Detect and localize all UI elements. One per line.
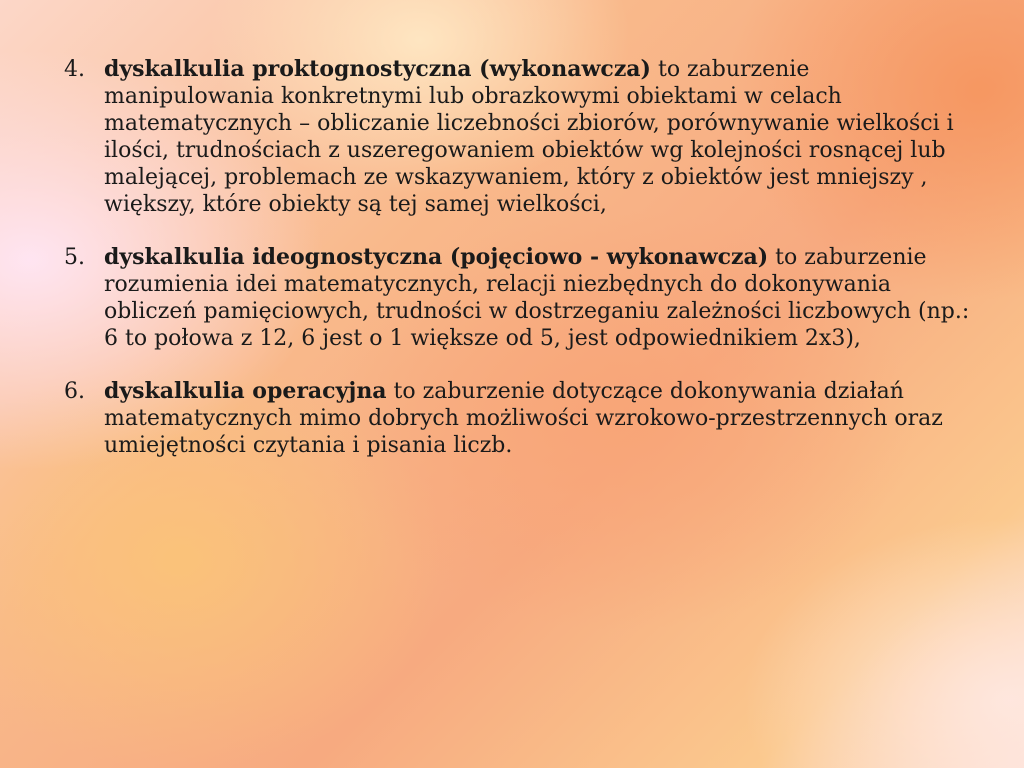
item-term: dyskalkulia operacyjna: [104, 378, 387, 404]
list-item: [58, 56, 978, 218]
item-description: to zaburzenie rozumienia idei matematycznych, relacji niezbędnych do dokonywania obliczeń pamięciowych, trudności w dostrzeganiu zależności liczbowych (np.: 6 to połowa z 12, 6 jest o 1 większe od 5, jest odpowiednikiem 2x3),: [104, 245, 970, 351]
item-term: dyskalkulia proktognostyczna (wykonawcza): [104, 56, 651, 82]
item-number: 4.: [64, 57, 85, 82]
item-description: to zaburzenie manipulowania konkretnymi lub obrazkowymi obiektami w celach matematycznych – obliczanie liczebności zbiorów, porównywanie wielkości i ilości, trudnościach z uszeregowaniem obiektów wg kolejności rosnącej lub malejącej, problemach ze wskazywaniem, który z obiektów jest mniejszy , większy, które obiekty są tej samej wielkości,: [104, 57, 954, 217]
item-number: 6.: [64, 379, 85, 404]
item-term: dyskalkulia ideognostyczna (pojęciowo - wykonawcza): [104, 244, 769, 270]
item-number: 5.: [64, 245, 85, 270]
list-item: [58, 378, 978, 459]
item-description: to zaburzenie dotyczące dokonywania działań matematycznych mimo dobrych możliwości wzrokowo-przestrzennych oraz umiejętności czytania i pisania liczb.: [104, 379, 943, 458]
list-item: [58, 244, 978, 352]
numbered-list: [58, 56, 978, 485]
